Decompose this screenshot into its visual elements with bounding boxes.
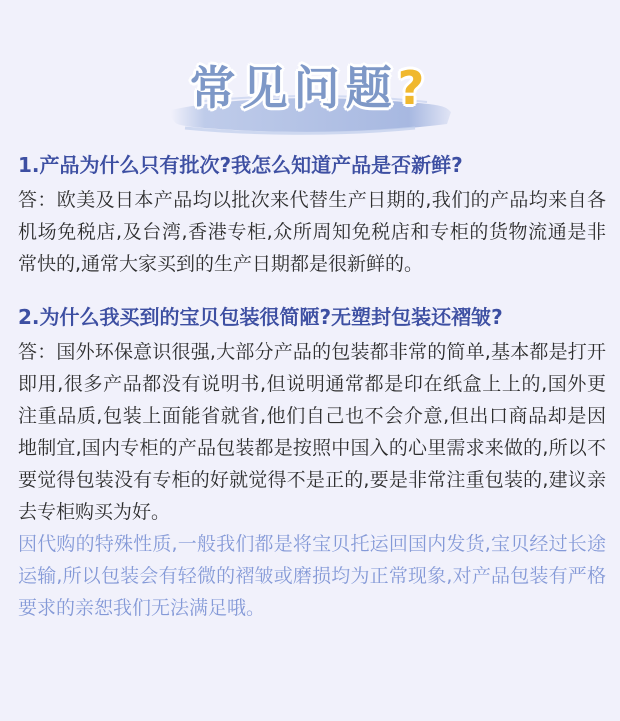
title-block <box>0 40 620 150</box>
faq-answer-2: 答：国外环保意识很强,大部分产品的包装都非常的简单,基本都是打开即用,很多产品都没有说明书,但说明通常都是印在纸盒上上的,国外更注重品质,包装上面能省就省,他们自己也不会介意,但出口商品却是因地制宜,国内专柜的产品包装都是按照中国入的心里需求来做的,所以不要觉得包装没有专柜的好就觉得不是正的,要是非常注重包装的,建议亲去专柜购买为好。 <box>18 341 606 523</box>
page-title-text: 常见问题 <box>189 61 398 115</box>
faq-answer-1: 答：欧美及日本产品均以批次来代替生产日期的,我们的产品均来自各机场免税店,及台湾,香港专柜,众所周知免税店和专柜的货物流通是非常快的,通常大家买到的生产日期都是很新鲜的。 <box>18 189 606 275</box>
faq-list <box>18 150 606 624</box>
page-title <box>0 58 620 118</box>
faq-question-1: 1.产品为什么只有批次?我怎么知道产品是否新鲜? <box>18 153 463 177</box>
shipping-note: 因代购的特殊性质,一般我们都是将宝贝托运回国内发货,宝贝经过长途运输,所以包装会有轻微的褶皱或磨损均为正常现象,对产品包装有严格要求的亲恕我们无法满足哦。 <box>18 533 606 619</box>
question-mark-icon: ? <box>397 61 431 115</box>
faq-question-2: 2.为什么我买到的宝贝包装很简陋?无塑封包装还褶皱? <box>18 305 503 329</box>
